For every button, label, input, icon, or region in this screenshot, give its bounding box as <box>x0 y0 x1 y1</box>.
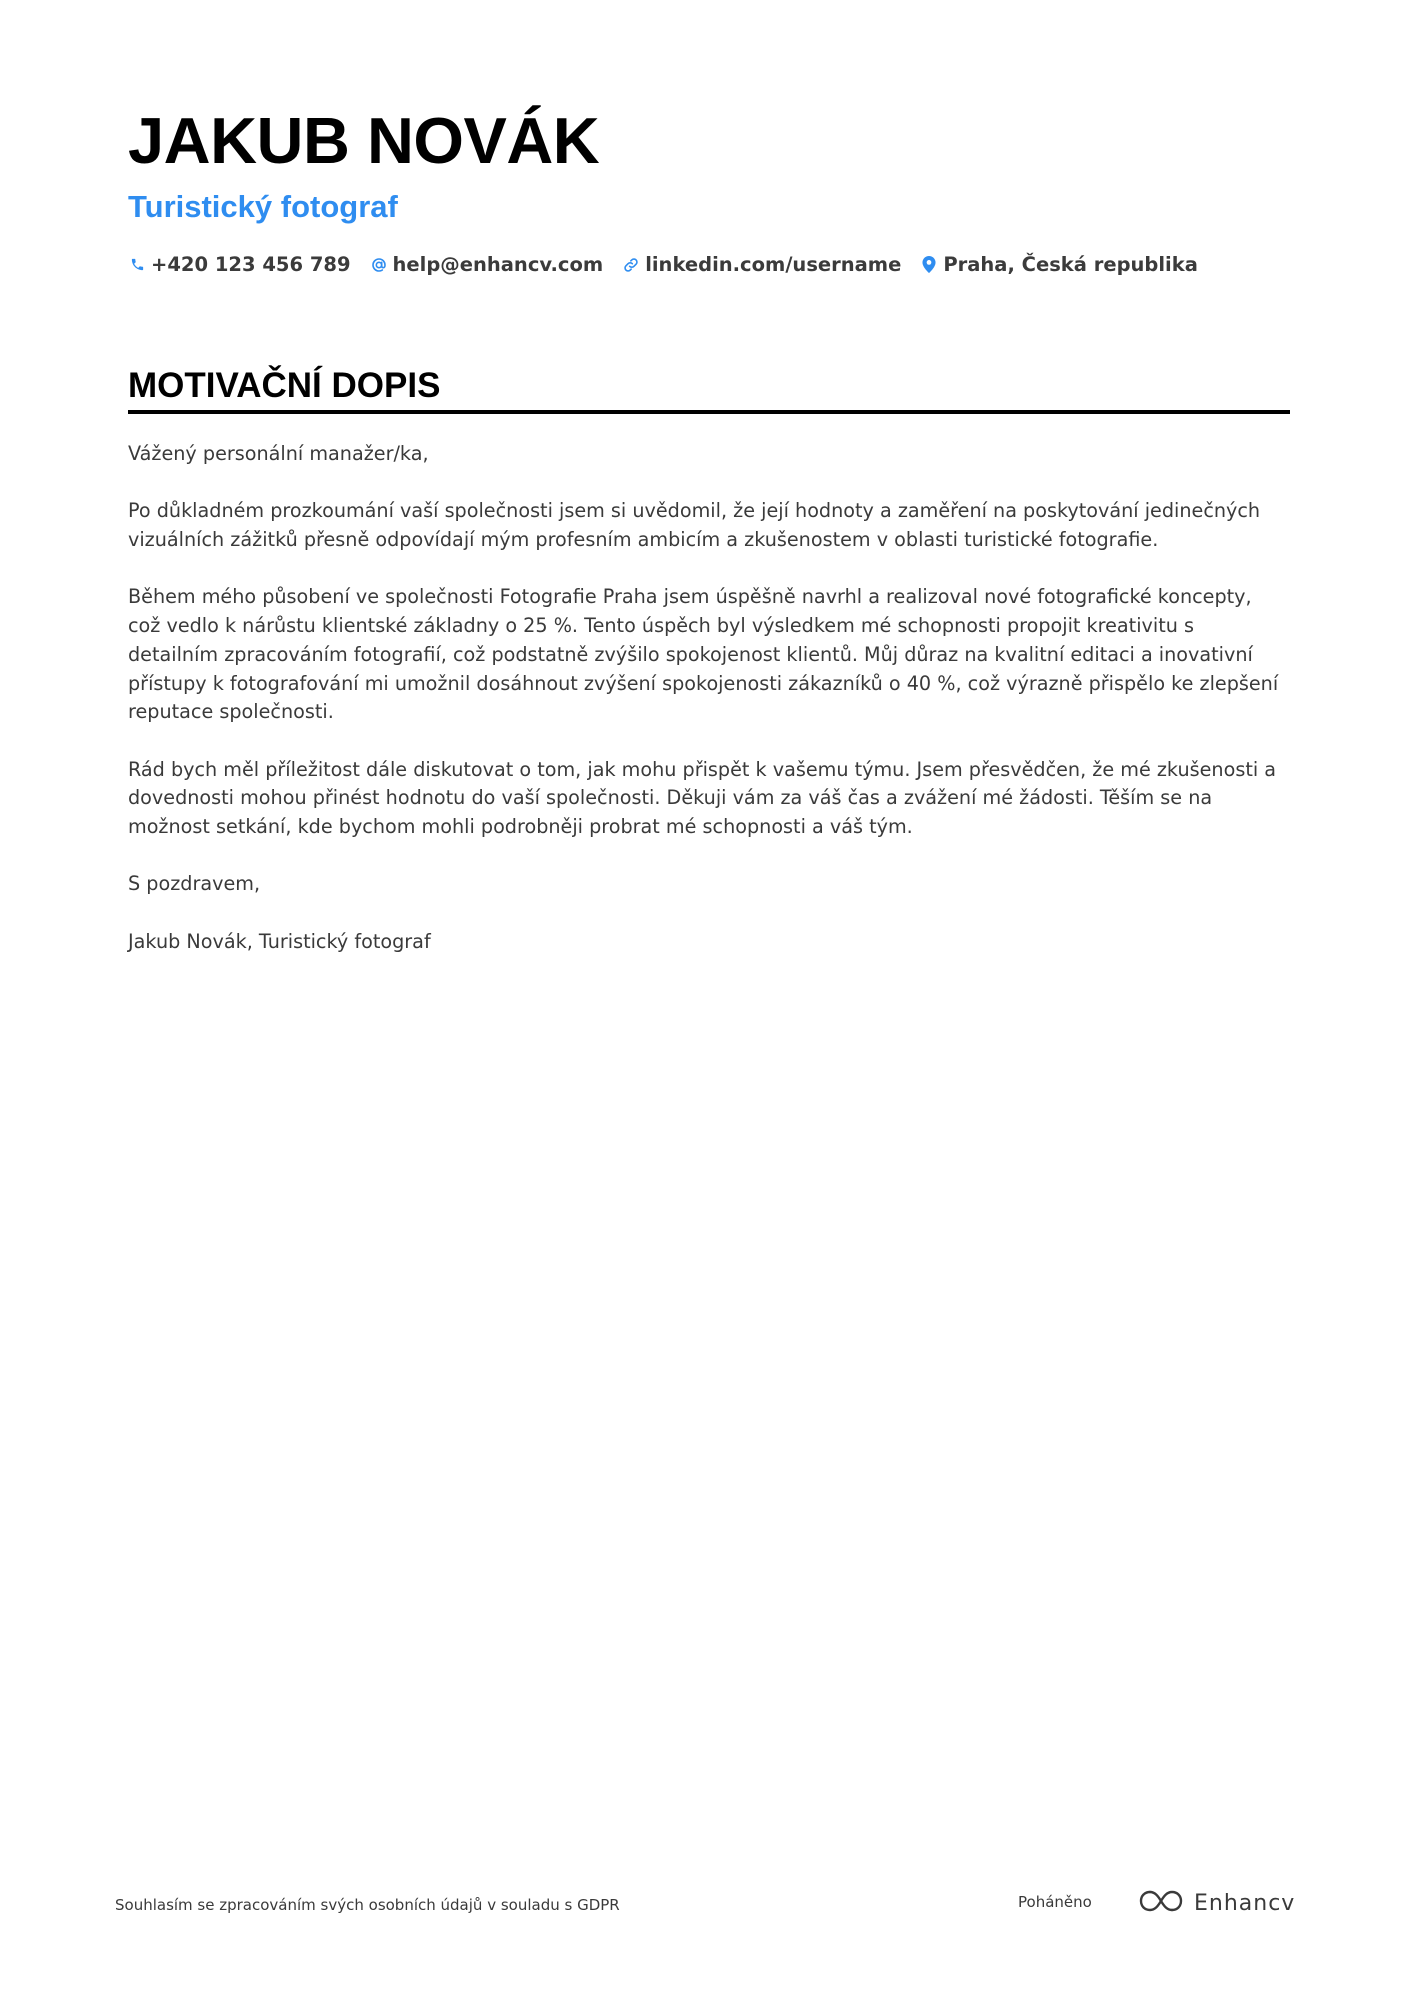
contact-email[interactable] <box>370 253 604 276</box>
letter-body <box>128 440 1290 985</box>
letter-signature: Jakub Novák, Turistický fotograf <box>128 929 431 953</box>
candidate-name: JAKUB NOVÁK <box>128 104 600 177</box>
email-value[interactable]: help@enhancv.com <box>392 253 604 276</box>
at-icon <box>370 256 388 274</box>
powered-by-label: Poháněno <box>1018 1893 1092 1911</box>
letter-paragraph: Po důkladném prozkoumání vaší společnosti jsem si uvědomil, že její hodnoty a zaměření na poskytování jedinečných vizuálních zážitků přesně odpovídají mým profesním ambicím a zkušenostem v oblasti turistické fotografie. <box>128 499 1261 552</box>
contact-location <box>920 253 1198 276</box>
enhancv-logo-icon <box>1138 1888 1184 1918</box>
map-pin-icon <box>920 256 938 274</box>
letter-paragraph: Během mého působení ve společnosti Fotografie Praha jsem úspěšně navrhl a realizoval nové fotografické koncepty, což vedlo k nárůstu klientské základny o 25 %. Tento úspěch byl výsledkem mé schopnosti propojit kreativitu s detailním zpracováním fotografií, což podstatně zvýšilo spokojenost klientů. Můj důraz na kvalitní editaci a inovativní přístupy k fotografování mi umožnil dosáhnout zvýšení spokojenosti zákazníků o 40 %, což výrazně přispělo ke zlepšení reputace společnosti. <box>128 585 1279 724</box>
section-divider <box>128 410 1290 414</box>
gdpr-consent: Souhlasím se zpracováním svých osobních údajů v souladu s GDPR <box>115 1896 620 1914</box>
contact-linkedin[interactable] <box>622 253 901 276</box>
letter-paragraph: Rád bych měl příležitost dále diskutovat o tom, jak mohu přispět k vašemu týmu. Jsem přesvědčen, že mé zkušenosti a dovednosti mohou přinést hodnotu do vaší společnosti. Děkuji vám za váš čas a zvážení mé žádosti. Těším se na možnost setkání, kde bychom mohli podrobněji probrat mé schopnosti a váš tým. <box>128 757 1277 839</box>
candidate-role: Turistický fotograf <box>128 189 398 224</box>
letter-greeting: Vážený personální manažer/ka, <box>128 442 429 465</box>
phone-value: +420 123 456 789 <box>151 253 351 276</box>
phone-icon <box>128 256 146 274</box>
contact-bar <box>128 253 1217 276</box>
linkedin-value[interactable]: linkedin.com/username <box>645 253 902 276</box>
enhancv-logo[interactable] <box>1138 1888 1295 1918</box>
letter-closing: S pozdravem, <box>128 872 261 896</box>
location-value: Praha, Česká republika <box>943 253 1198 276</box>
link-icon <box>622 256 640 274</box>
enhancv-logo-text: Enhancv <box>1194 1890 1296 1916</box>
contact-phone <box>128 253 351 276</box>
section-title: MOTIVAČNÍ DOPIS <box>128 366 441 405</box>
